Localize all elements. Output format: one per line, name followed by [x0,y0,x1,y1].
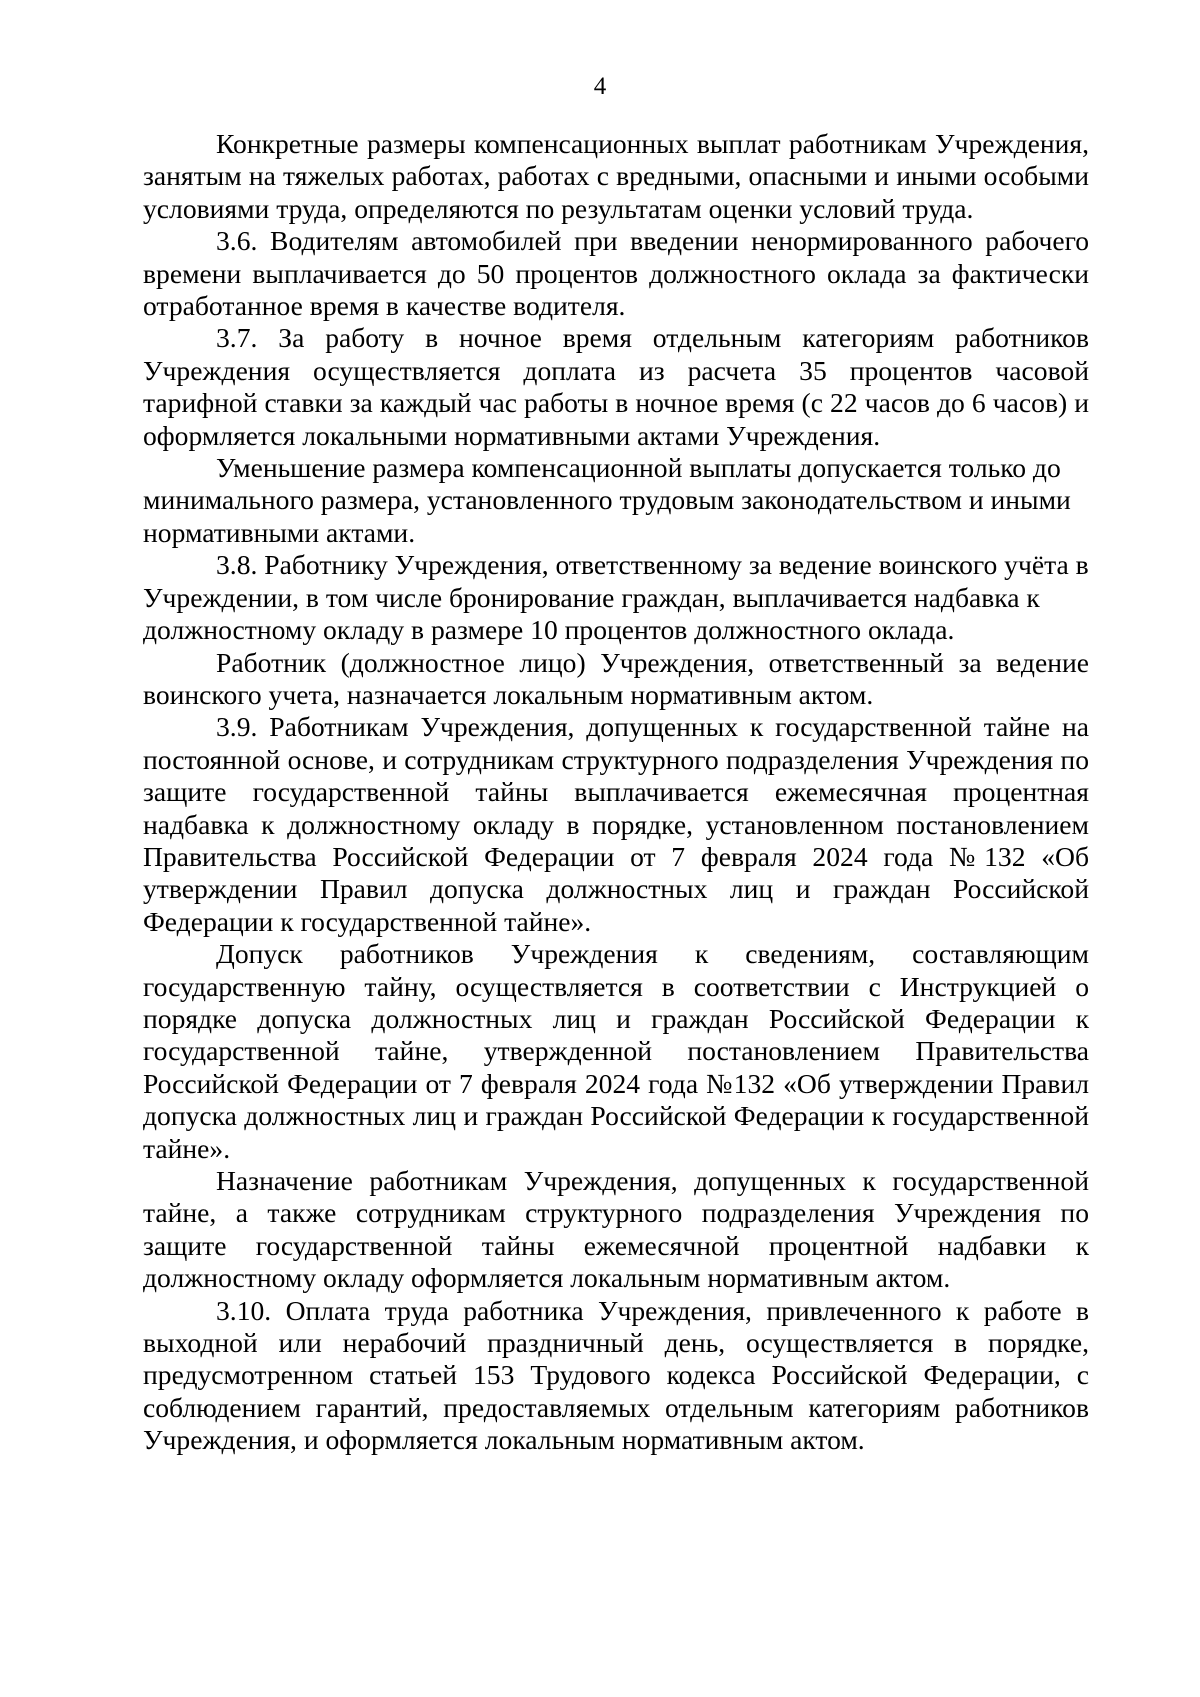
paragraph-state-secret-access: Допуск работников Учреждения к сведениям, составляющим государственную тайну, осуществляется в соответствии с Инструкцией о порядке допуска должностных лиц и граждан Российской Федерации к государственной тайне, утвержденной постановлением Правительства Российской Федерации от 7 февраля 2024 года №132 «Об утверждении Правил допуска должностных лиц и граждан Российской Федерации к государственной тайне». [143,938,1089,1164]
paragraph-military-registration: Работник (должностное лицо) Учреждения, ответственный за ведение воинского учета, назначается локальным нормативным актом. [143,646,1089,710]
paragraph-allowance-assignment: Назначение работникам Учреждения, допущенных к государственной тайне, а также сотрудникам структурного подразделения Учреждения по защите государственной тайны ежемесячной процентной надбавки к должностному окладу оформляется локальным нормативным актом. [143,1165,1089,1294]
paragraph-3-9: 3.9. Работникам Учреждения, допущенных к государственной тайне на постоянной основе, и сотрудникам структурного подразделения Учреждения по защите государственной тайны выплачивается ежемесячная процентная надбавка к должностному окладу в порядке, установленном постановлением Правительства Российской Федерации от 7 февраля 2024 года №132 «Об утверждении Правил допуска должностных лиц и граждан Российской Федерации к государственной тайне». [143,711,1089,937]
paragraph-3-10: 3.10. Оплата труда работника Учреждения, привлеченного к работе в выходной или нерабочий праздничный день, осуществляется в порядке, предусмотренном статьей 153 Трудового кодекса Российской Федерации, с соблюдением гарантий, предоставляемых отдельным категориям работников Учреждения, и оформляется локальным нормативным актом. [143,1294,1089,1456]
page-number: 4 [593,73,607,100]
paragraph-compensation-sizes: Конкретные размеры компенсационных выплат работникам Учреждения, занятым на тяжелых работах, работах с вредными, опасными и иными особыми условиями труда, определяются по результатам оценки условий труда. [143,128,1089,224]
paragraph-reduction: Уменьшение размера компенсационной выплаты допускается только до минимального размера, установленного трудовым законодательством и иными нормативными актами. [143,452,1071,548]
paragraph-3-7: 3.7. За работу в ночное время отдельным категориям работников Учреждения осуществляется доплата из расчета 35 процентов часовой тарифной ставки за каждый час работы в ночное время (с 22 часов до 6 часов) и оформляется локальными нормативными актами Учреждения. [143,322,1089,451]
paragraph-3-6: 3.6. Водителям автомобилей при введении ненормированного рабочего времени выплачивается до 50 процентов должностного оклада за фактически отработанное время в качестве водителя. [143,225,1089,322]
document-body [143,128,1089,1457]
paragraph-3-8: 3.8. Работнику Учреждения, ответственному за ведение воинского учёта в Учреждении, в том числе бронирование граждан, выплачивается надбавка к должностному окладу в размере 10 процентов должностного оклада. [143,549,1089,646]
